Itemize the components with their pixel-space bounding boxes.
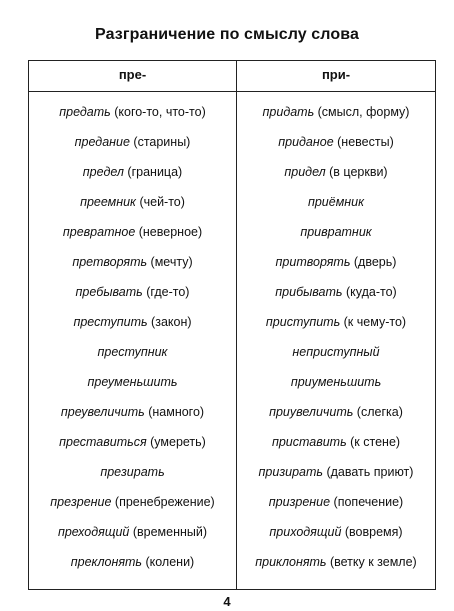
word: преемник (80, 195, 136, 209)
table-row (29, 247, 435, 277)
word: презрение (50, 495, 112, 509)
cell-pri (237, 457, 435, 487)
table-row (29, 397, 435, 427)
word-table (28, 60, 436, 590)
table-row (29, 307, 435, 337)
word: преклонять (70, 555, 142, 569)
word: прибывать (275, 285, 343, 299)
word-note: (к чему-то) (340, 315, 407, 329)
cell-pri (237, 547, 435, 577)
word-note: (временный) (129, 525, 208, 539)
cell-pri (237, 337, 435, 367)
word: придать (262, 105, 315, 119)
table-row (29, 367, 435, 397)
cell-pre (29, 337, 236, 367)
word: приуменьшить (290, 375, 382, 389)
word: приставить (271, 435, 347, 449)
word: превратное (62, 225, 136, 239)
word: презирать (100, 465, 165, 479)
table-row (29, 187, 435, 217)
word-note: (неверное) (135, 225, 203, 239)
word-note: (закон) (147, 315, 192, 329)
word-note: (пренебрежение) (111, 495, 215, 509)
cell-pre (29, 217, 236, 247)
word-note: (попечение) (330, 495, 404, 509)
word: приклонять (255, 555, 327, 569)
word-note: (намного) (144, 405, 205, 419)
word-note: (ветку к земле) (326, 555, 417, 569)
cell-pri (237, 97, 435, 127)
word: преступить (73, 315, 148, 329)
cell-pri (237, 127, 435, 157)
table-row (29, 547, 435, 577)
word-note: (дверь) (350, 255, 397, 269)
word-note: (мечту) (147, 255, 193, 269)
cell-pre (29, 307, 236, 337)
word-note: (где-то) (142, 285, 190, 299)
cell-pre (29, 427, 236, 457)
word: неприступный (292, 345, 380, 359)
table-row (29, 277, 435, 307)
word: притворять (275, 255, 351, 269)
cell-pri (237, 307, 435, 337)
cell-pri (237, 187, 435, 217)
word-note: (вовремя) (341, 525, 403, 539)
word: предел (82, 165, 124, 179)
cell-pri (237, 487, 435, 517)
word: приходящий (269, 525, 342, 539)
word: призрение (268, 495, 331, 509)
word: преувеличить (60, 405, 145, 419)
table-row (29, 217, 435, 247)
table-row (29, 127, 435, 157)
table-rows (29, 97, 435, 577)
word-note: (чей-то) (135, 195, 185, 209)
cell-pri (237, 247, 435, 277)
word: приданое (278, 135, 334, 149)
cell-pre (29, 517, 236, 547)
table-row (29, 157, 435, 187)
table-row (29, 97, 435, 127)
page-number: 4 (223, 594, 231, 609)
header-divider (29, 91, 435, 92)
cell-pre (29, 127, 236, 157)
word-note: (слегка) (353, 405, 403, 419)
word-note: (старины) (129, 135, 191, 149)
word: пребывать (75, 285, 143, 299)
cell-pre (29, 157, 236, 187)
word: приувеличить (269, 405, 354, 419)
cell-pre (29, 367, 236, 397)
header-pre: пре- (118, 67, 147, 82)
word: предать (59, 105, 111, 119)
table-row (29, 337, 435, 367)
word-note: (в церкви) (325, 165, 388, 179)
table-row (29, 487, 435, 517)
word: призирать (258, 465, 323, 479)
header-pri: при- (321, 67, 351, 82)
cell-pri (237, 217, 435, 247)
word: преуменьшить (87, 375, 178, 389)
cell-pre (29, 187, 236, 217)
cell-pri (237, 277, 435, 307)
cell-pre (29, 247, 236, 277)
table-row (29, 457, 435, 487)
word-note: (давать приют) (322, 465, 414, 479)
word-note: (граница) (123, 165, 183, 179)
cell-pri (237, 397, 435, 427)
cell-pre (29, 97, 236, 127)
word: приёмник (307, 195, 365, 209)
word: предание (74, 135, 130, 149)
word: претворять (72, 255, 148, 269)
table-row (29, 427, 435, 457)
cell-pre (29, 277, 236, 307)
word: придел (284, 165, 326, 179)
cell-pre (29, 457, 236, 487)
word-note: (колени) (142, 555, 195, 569)
cell-pri (237, 427, 435, 457)
cell-pre (29, 547, 236, 577)
cell-pri (237, 367, 435, 397)
word-note: (к стене) (346, 435, 401, 449)
cell-pri (237, 157, 435, 187)
word: приступить (265, 315, 341, 329)
page-title: Разграничение по смыслу слова (95, 26, 359, 43)
word: преступник (97, 345, 168, 359)
word-note: (умереть) (146, 435, 206, 449)
word: преходящий (57, 525, 130, 539)
word-note: (невесты) (333, 135, 394, 149)
cell-pri (237, 517, 435, 547)
word: преставиться (59, 435, 147, 449)
word: привратник (300, 225, 372, 239)
cell-pre (29, 397, 236, 427)
word-note: (смысл, форму) (314, 105, 410, 119)
word-note: (кого-то, что-то) (110, 105, 206, 119)
table-row (29, 517, 435, 547)
word-note: (куда-то) (342, 285, 397, 299)
cell-pre (29, 487, 236, 517)
